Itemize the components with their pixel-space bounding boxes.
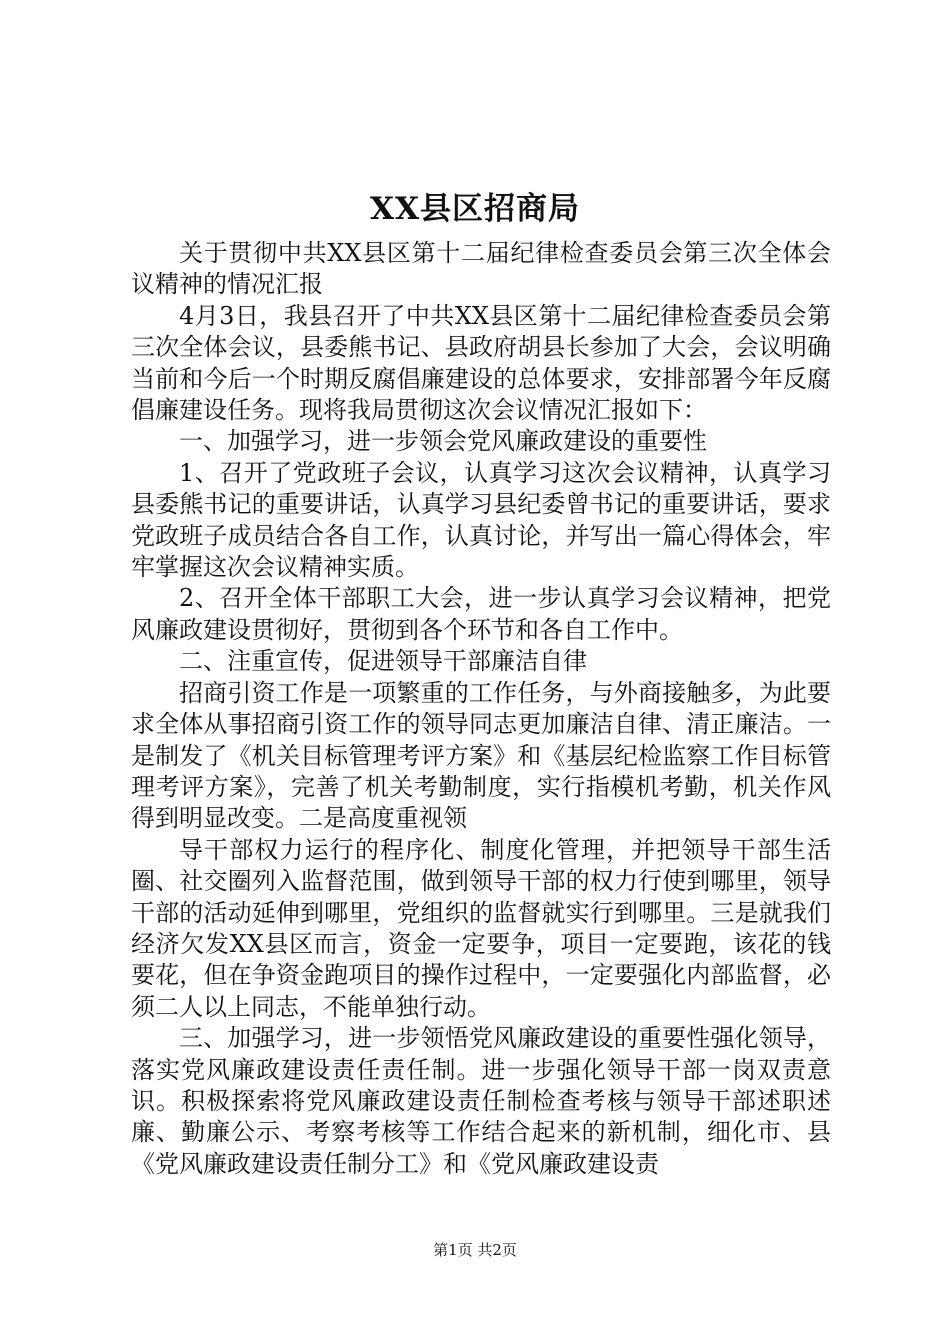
body-paragraph: 2、召开全体干部职工大会，进一步认真学习会议精神，把党风廉政建设贯彻好，贯彻到各个环节和各自工作中。 xyxy=(131,584,831,644)
body-paragraph: 招商引资工作是一项繁重的工作任务，与外商接触多，为此要求全体从事招商引资工作的领导同志更加廉洁自律、清正廉洁。一是制发了《机关目标管理考评方案》和《基层纪检监察工作目标管理考评方案》，完善了机关考勤制度，实行指模机考勤，机关作风得到明显改变。二是高度重视领 xyxy=(131,678,831,833)
section-heading-1: 一、加强学习，进一步领会党风廉政建设的重要性 xyxy=(179,427,707,456)
report-subject-paragraph: 关于贯彻中共XX县区第十二届纪律检查委员会第三次全体会议精神的情况汇报 xyxy=(131,239,831,299)
section-heading-2: 二、注重宣传，促进领导干部廉洁自律 xyxy=(179,647,587,676)
intro-paragraph: 4月3日，我县召开了中共XX县区第十二届纪律检查委员会第三次全体会议，县委熊书记、县政府胡县长参加了大会，会议明确当前和今后一个时期反腐倡廉建设的总体要求，安排部署今年反腐倡廉建设任务。现将我局贯彻这次会议情况汇报如下： xyxy=(131,301,831,425)
document-title: XX县区招商局 xyxy=(369,191,581,227)
document-body xyxy=(131,238,831,1180)
body-paragraph: 三、加强学习，进一步领悟党风廉政建设的重要性强化领导，落实党风廉政建设责任责任制。进一步强化领导干部一岗双责意识。积极探索将党风廉政建设责任制检查考核与领导干部述职述廉、勤廉公示、考察考核等工作结合起来的新机制，细化市、县《党风廉政建设责任制分工》和《党风廉政建设责 xyxy=(131,1024,831,1178)
body-paragraph: 1、召开了党政班子会议，认真学习这次会议精神，认真学习县委熊书记的重要讲话，认真学习县纪委曾书记的重要讲话，要求党政班子成员结合各自工作，认真讨论，并写出一篇心得体会，牢牢掌握这次会议精神实质。 xyxy=(131,458,831,582)
page-footer: 第1页 共2页 xyxy=(433,1241,517,1259)
body-paragraph: 导干部权力运行的程序化、制度化管理，并把领导干部生活圈、社交圈列入监督范围，做到领导干部的权力行使到哪里，领导干部的活动延伸到哪里，党组织的监督就实行到哪里。三是就我们经济欠发XX县区而言，资金一定要争，项目一定要跑，该花的钱要花，但在争资金跑项目的操作过程中，一定要强化内部监督，必须二人以上同志，不能单独行动。 xyxy=(131,835,831,1021)
